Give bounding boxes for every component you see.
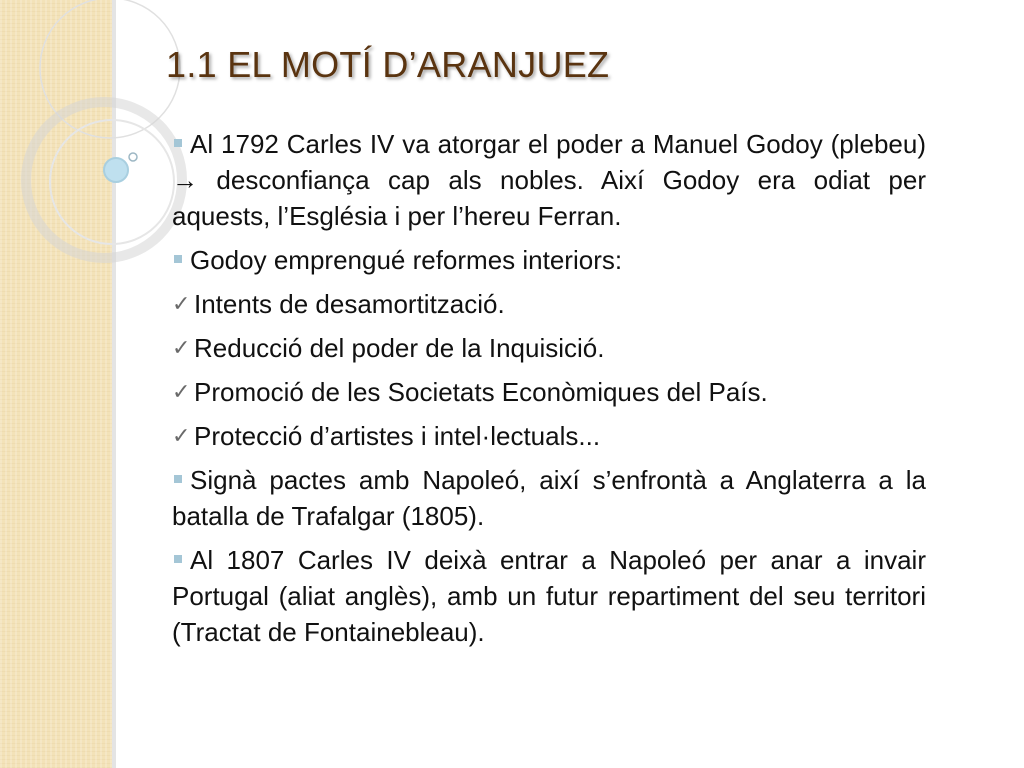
item-text: Reducció del poder de la Inquisició.: [194, 333, 605, 363]
list-item: [172, 418, 926, 454]
item-text: Protecció d’artistes i intel·lectuals...: [194, 421, 601, 451]
item-text: Al 1807 Carles IV deixà entrar a Napoleó per anar a invair Portugal (aliat anglès), amb un futur repartiment del seu territori (Tractat de Fontainebleau).: [172, 545, 926, 647]
item-text: Al 1792 Carles IV va atorgar el poder a Manuel Godoy (plebeu) → desconfiança cap als nobles. Així Godoy era odiat per aquests, l’Església i per l’hereu Ferran.: [172, 129, 926, 231]
checkmark-icon: ✓: [172, 291, 191, 316]
list-item: [172, 462, 926, 534]
item-text: Intents de desamortització.: [194, 289, 505, 319]
item-text: Promoció de les Societats Econòmiques del País.: [194, 377, 768, 407]
item-text: Signà pactes amb Napoleó, així s’enfrontà a Anglaterra a la batalla de Trafalgar (1805).: [172, 465, 926, 531]
list-item: [172, 542, 926, 650]
checkmark-icon: ✓: [172, 423, 191, 448]
list-item: [172, 242, 926, 278]
list-item: [172, 126, 926, 234]
item-text: Godoy emprengué reformes interiors:: [190, 245, 623, 275]
list-item: [172, 286, 926, 322]
bullet-list: [172, 126, 926, 658]
checkmark-icon: ✓: [172, 335, 191, 360]
list-item: [172, 330, 926, 366]
square-bullet-icon: [174, 475, 182, 483]
square-bullet-icon: [174, 255, 182, 263]
slide-title: 1.1 EL MOTÍ D’ARANJUEZ: [166, 44, 610, 85]
square-bullet-icon: [174, 555, 182, 563]
square-bullet-icon: [174, 139, 182, 147]
list-item: [172, 374, 926, 410]
checkmark-icon: ✓: [172, 379, 191, 404]
